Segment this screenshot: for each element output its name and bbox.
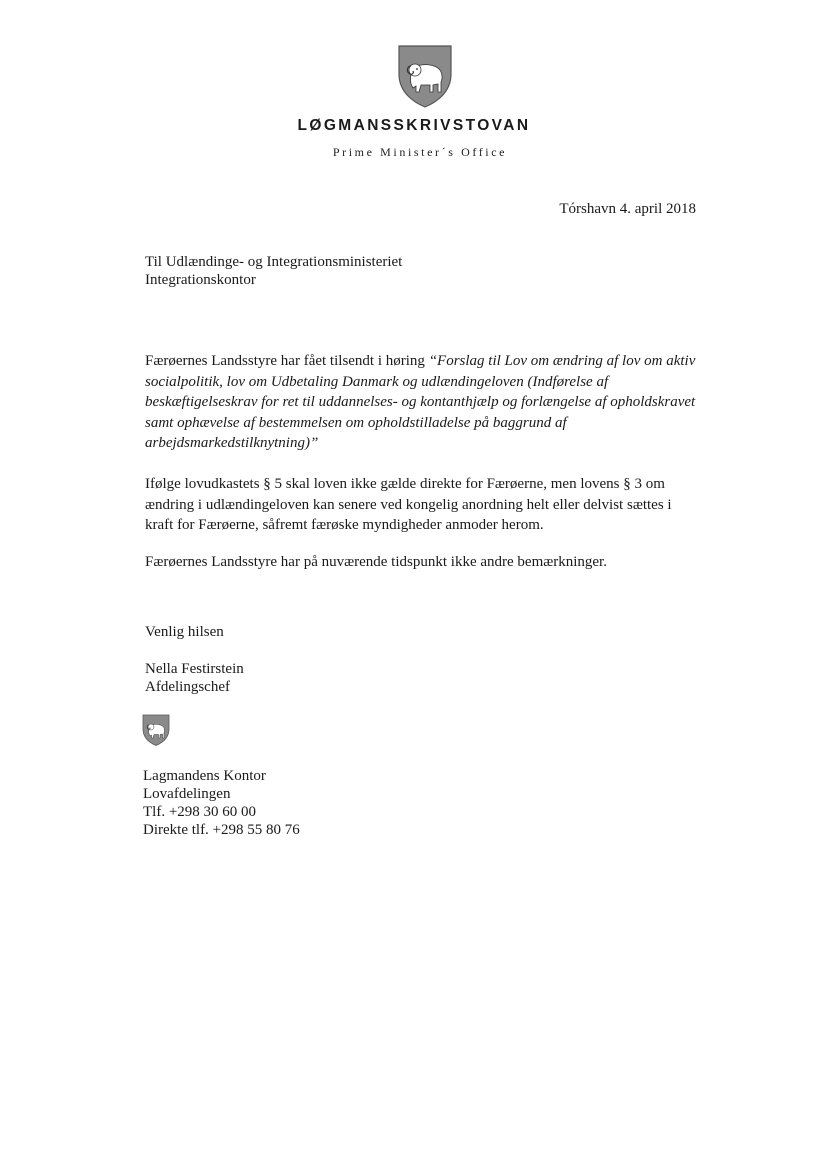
footer-phone: Tlf. +298 30 60 00 <box>143 804 257 820</box>
body-paragraph: Ifølge lovudkastets § 5 skal loven ikke gælde direkte for Færøerne, men lovens § 3 om ændring i udlændingeloven kan senere ved kongelig anordning helt eller delvist sættes i kraft for Færøerne, såfremt færøske myndigheder anmoder herom. <box>145 476 672 533</box>
body-paragraph <box>145 351 701 454</box>
body-paragraph: Færøernes Landsstyre har på nuværende tidspunkt ikke andre bemærkninger. <box>145 554 607 570</box>
signature-block <box>145 660 244 696</box>
office-subtitle: Prime Minister´s Office <box>332 145 508 159</box>
bill-title-quote: “Forslag til Lov om ændring af lov om aktiv socialpolitik, lov om Udbetaling Danmark og udlændingeloven (Indførelse af beskæftigelseskrav for ret til uddannelses- og kontanthjælp og forlængelse af opholdskravet samt ophævelse af bestemmelsen om opholdstilladelse på baggrund af arbejdsmarkedstilknytning)” <box>145 353 696 451</box>
signer-title: Afdelingschef <box>145 679 230 695</box>
footer-address <box>143 767 300 839</box>
recipient-line: Integrationskontor <box>145 272 256 288</box>
recipient-block <box>145 253 402 289</box>
signer-name: Nella Festirstein <box>145 661 244 677</box>
office-name: LØGMANSSKRIVSTOVAN <box>297 117 531 134</box>
recipient-line: Til Udlændinge- og Integrationsministeriet <box>145 254 403 270</box>
ram-crest-icon <box>397 44 453 108</box>
closing-salutation: Venlig hilsen <box>145 624 224 640</box>
paragraph-intro: Færøernes Landsstyre har fået tilsendt i høring <box>145 353 429 369</box>
ram-crest-icon <box>142 713 170 747</box>
footer-line: Lagmandens Kontor <box>143 768 266 784</box>
footer-direct-phone: Direkte tlf. +298 55 80 76 <box>143 822 300 838</box>
footer-line: Lovafdelingen <box>143 786 231 802</box>
letter-date: Tórshavn 4. april 2018 <box>559 201 696 217</box>
